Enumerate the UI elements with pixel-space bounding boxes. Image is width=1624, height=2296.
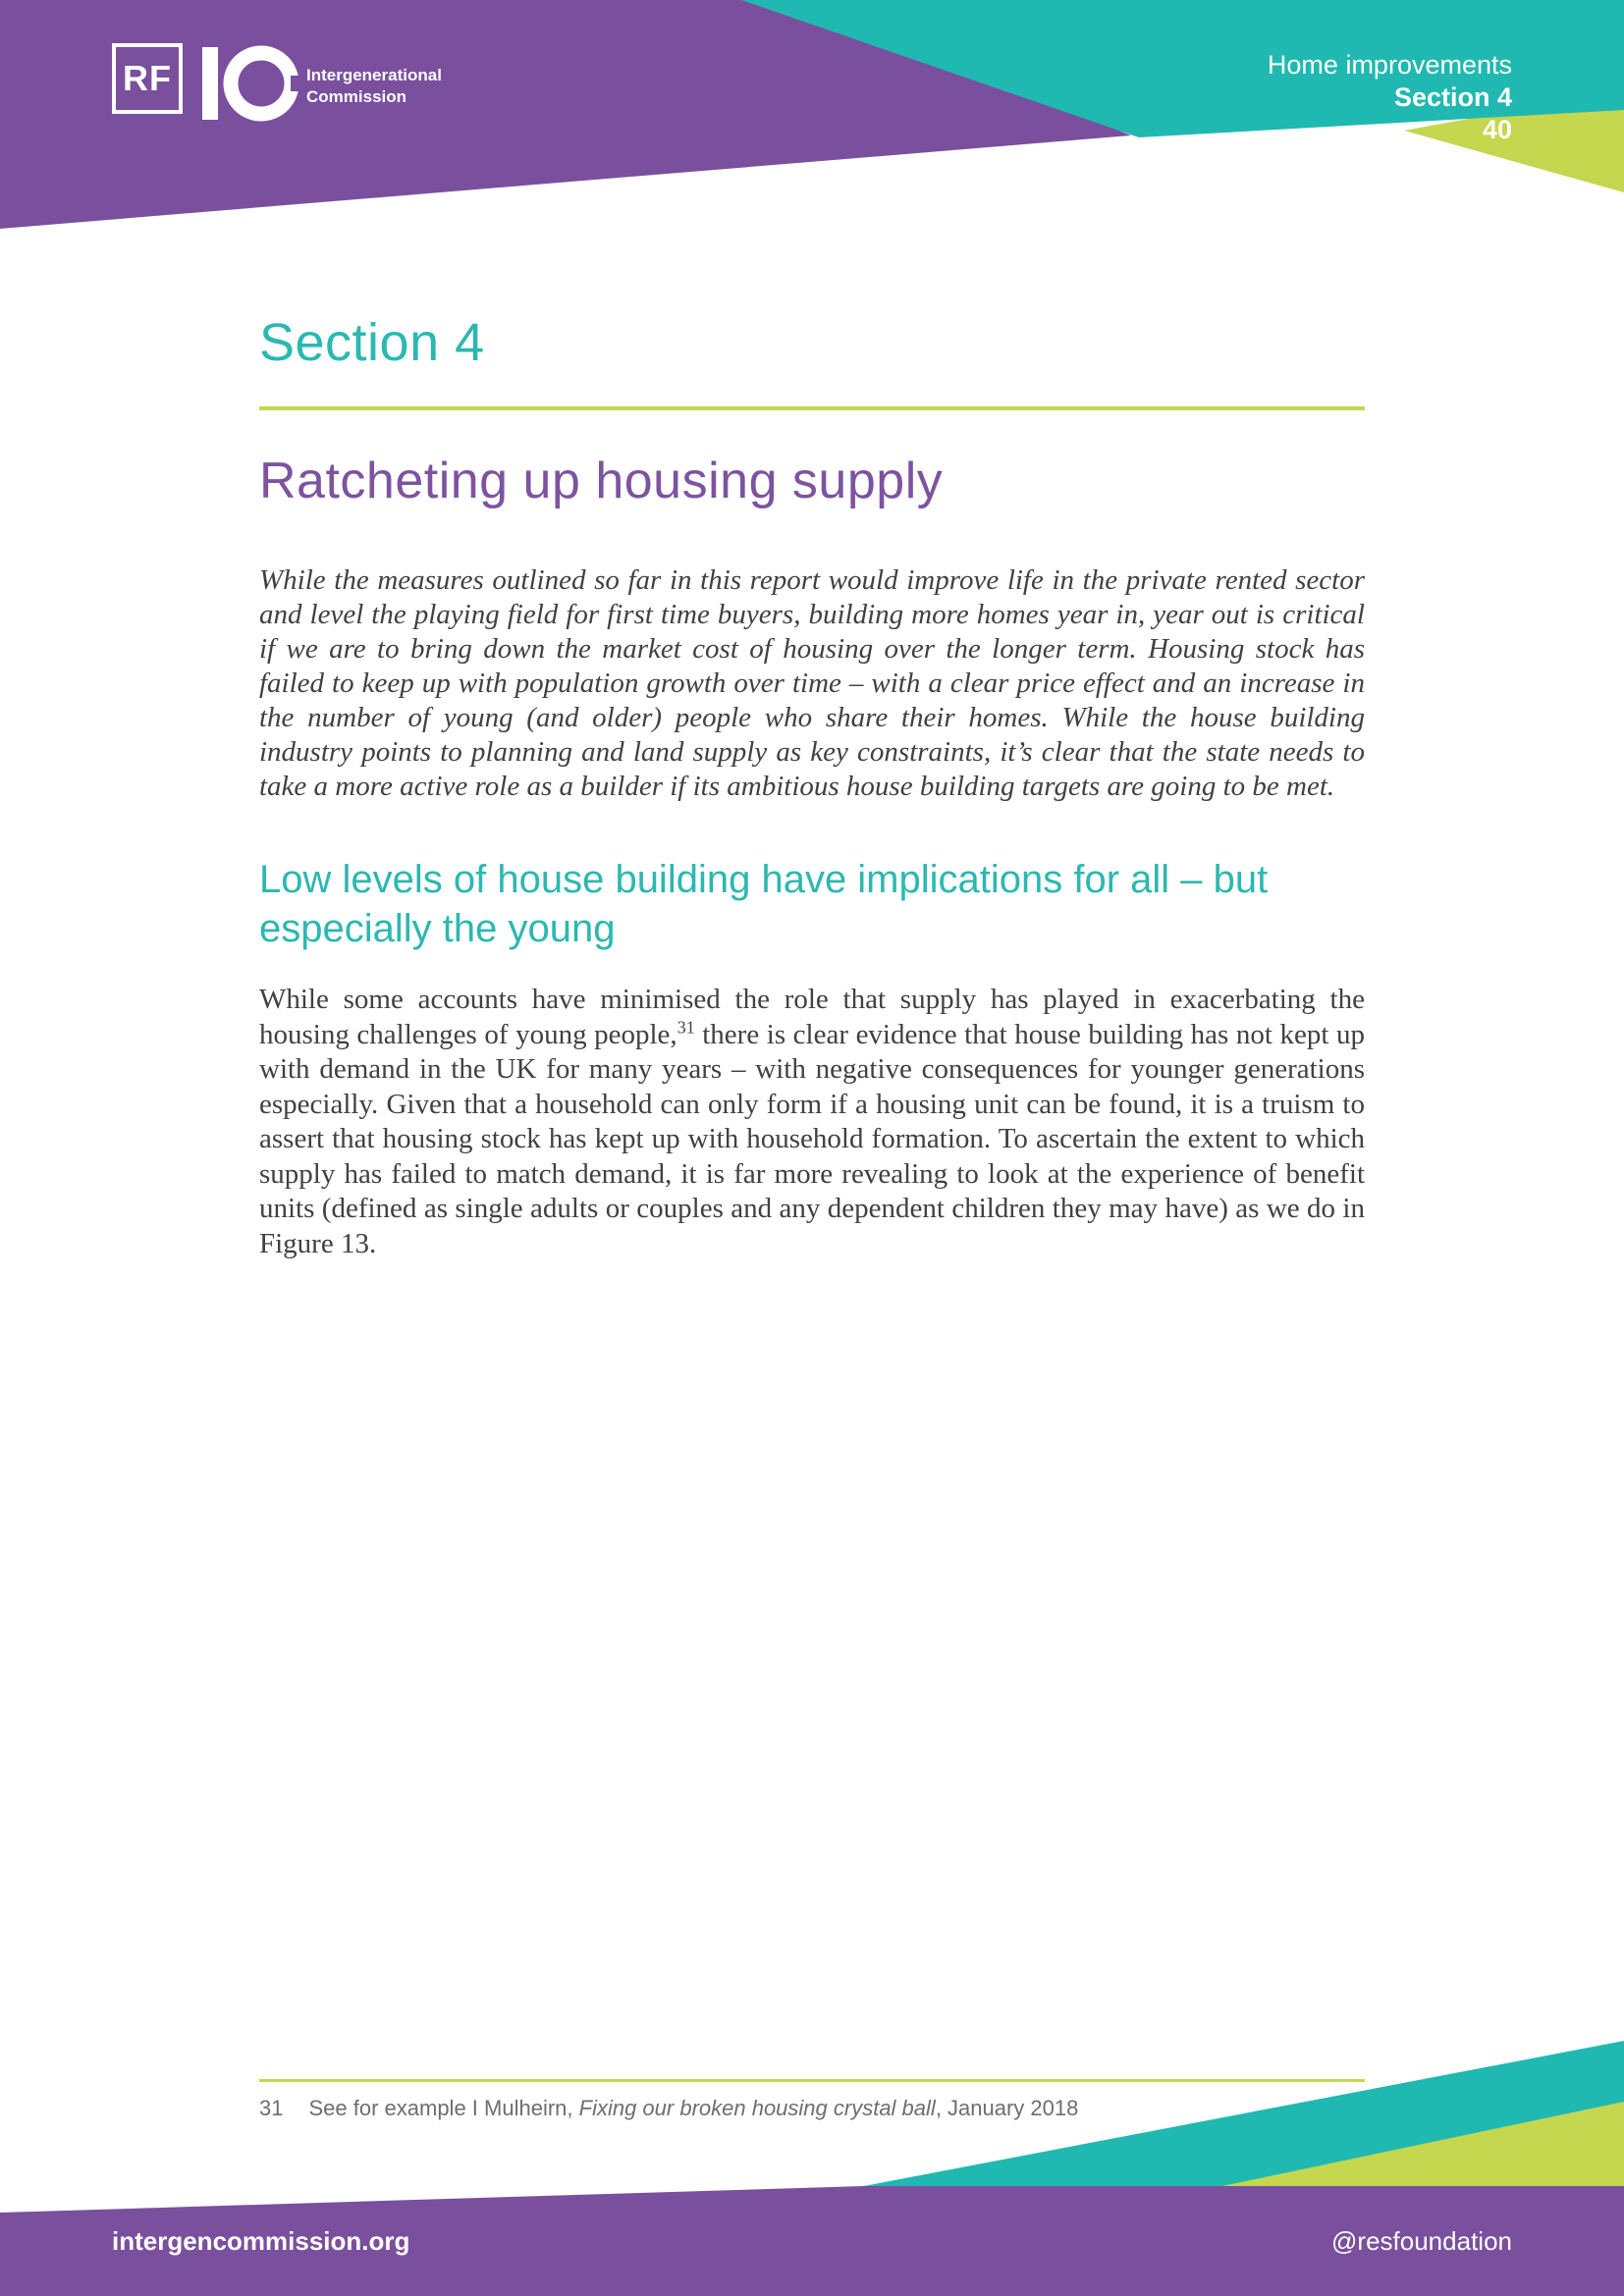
footer-twitter-handle: @resfoundation <box>1331 2225 1512 2256</box>
body-paragraph <box>259 983 1365 1261</box>
header-doc-title: Home improvements <box>1267 50 1512 80</box>
ic-logo-text-line1: Intergenerational <box>306 66 442 84</box>
header-page-number: 40 <box>1482 115 1512 144</box>
footer-website: intergencommission.org <box>112 2225 410 2256</box>
subheading: Low levels of house building have implications for all – but especially the young <box>259 858 1269 950</box>
body-text-part1: While some accounts have minimised the role that supply has played in exacerbating the housing challenges of young people, <box>259 984 1365 1050</box>
footnote-text-after: , January 2018 <box>935 2096 1079 2120</box>
footnote-italic-title: Fixing our broken housing crystal ball <box>578 2096 936 2120</box>
header-section-label: Section 4 <box>1393 82 1512 112</box>
footnote-text-before: See for example I Mulheirn, <box>308 2096 579 2120</box>
footer-bar <box>0 2186 1624 2296</box>
chapter-title: Ratcheting up housing supply <box>259 453 944 509</box>
page-content <box>259 0 1365 1261</box>
body-text-part2: there is clear evidence that house building has not kept up with demand in the UK for many years – with negative consequences for younger generations especially. Given that a household can only form if a housing unit can be found, it is a truism to assert that housing stock has kept up with household formation. To ascertain the extent to which supply has failed to match demand, it is far more revealing to look at the experience of benefit units (defined as single adults or couples and any dependent children they may have) as we do in Figure 13. <box>259 1018 1365 1259</box>
rf-logo-text: RF <box>123 58 172 98</box>
rf-logo <box>112 43 183 114</box>
section-divider-line <box>259 406 1365 410</box>
ic-logo-i-bar <box>202 47 218 120</box>
ic-logo-text-line2: Commission <box>306 87 407 106</box>
footnote-reference: 31 <box>677 1016 695 1037</box>
intro-paragraph: While the measures outlined so far in this report would improve life in the private rented sector and level the playing field for first time buyers, building more homes year in, year out is critical if we are to bring down the market cost of housing over the longer term. Housing stock has failed to keep up with population growth over time – with a clear price effect and an increase in the number of young (and older) people who share their homes. While the house building industry points to planning and land supply as key constraints, it’s clear that the state needs to take a more active role as a builder if its ambitious house building targets are going to be met. <box>259 564 1365 802</box>
section-heading: Section 4 <box>259 313 485 372</box>
footnote-number: 31 <box>259 2096 284 2120</box>
